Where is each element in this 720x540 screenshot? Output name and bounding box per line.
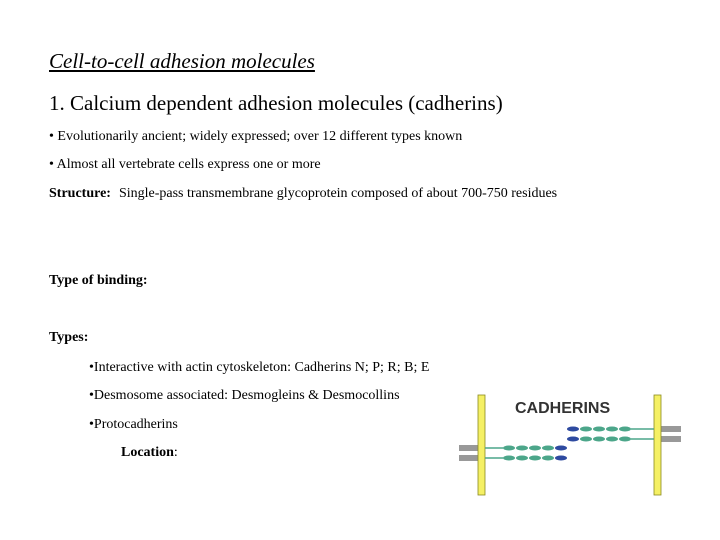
right-cytoplasmic-tail: [661, 426, 681, 432]
left-cadherin-lower: [503, 456, 567, 461]
slide-title: Cell-to-cell adhesion molecules: [49, 49, 315, 73]
structure-text: Single-pass transmembrane glycoprotein composed of about 700-750 residues: [118, 186, 558, 201]
structure-label: Structure:: [49, 186, 111, 201]
diagram-title: CADHERINS: [515, 400, 611, 417]
section-heading: 1. Calcium dependent adhesion molecules (cadherins): [49, 91, 503, 115]
structure-line: [49, 186, 557, 202]
right-cadherin-lower: [567, 437, 631, 442]
location-label: Location: [121, 445, 174, 460]
left-cadherin-upper: [503, 446, 567, 451]
right-cytoplasmic-tail: [661, 436, 681, 442]
bullet-item: • Evolutionarily ancient; widely expressed; over 12 different types known: [49, 129, 463, 144]
left-membrane: [478, 395, 485, 495]
bullet-item: • Almost all vertebrate cells express one or more: [49, 157, 321, 172]
right-cadherin-upper: [567, 427, 631, 432]
location-colon: :: [173, 445, 178, 460]
type-item: •Interactive with actin cytoskeleton: Cadherins N; P; R; B; E: [89, 360, 430, 375]
binding-label: Type of binding:: [49, 273, 148, 288]
types-label: Types:: [49, 330, 89, 345]
cadherins-diagram: [455, 392, 685, 496]
location-line: [121, 445, 178, 461]
type-item: •Protocadherins: [89, 417, 178, 432]
type-item: •Desmosome associated: Desmogleins & Desmocollins: [89, 388, 400, 403]
left-cytoplasmic-tail: [459, 455, 479, 461]
right-membrane: [654, 395, 661, 495]
left-cytoplasmic-tail: [459, 445, 479, 451]
